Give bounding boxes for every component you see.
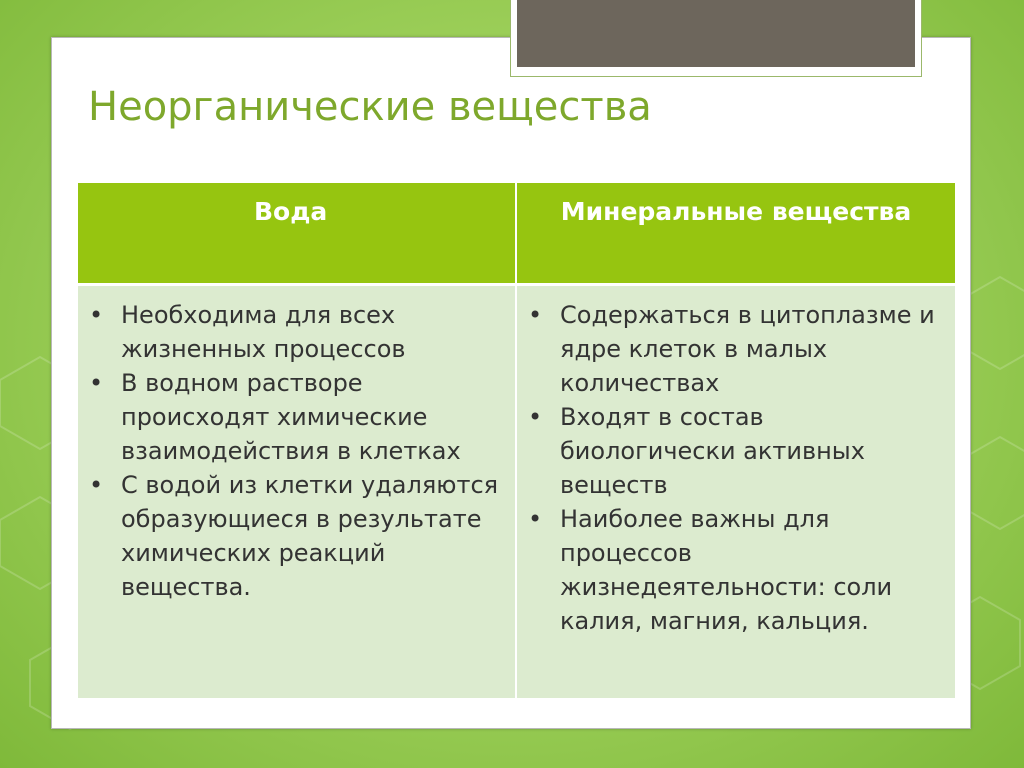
slide-title: Неорганические вещества bbox=[88, 84, 652, 130]
list-item: • Входят в состав биологически активных веществ bbox=[525, 400, 943, 502]
accent-box bbox=[517, 0, 915, 67]
list-item: • Наиболее важны для процессов жизнедеятельности: соли калия, магния, кальция. bbox=[525, 502, 943, 638]
water-bullet-list bbox=[86, 298, 503, 604]
cell-water bbox=[78, 284, 516, 698]
table-row bbox=[78, 284, 955, 698]
header-water: Вода bbox=[78, 183, 516, 284]
header-minerals: Минеральные вещества bbox=[516, 183, 955, 284]
table-header-row bbox=[78, 183, 955, 284]
comparison-table bbox=[78, 183, 955, 698]
minerals-bullet-list bbox=[525, 298, 943, 638]
list-item: • Необходима для всех жизненных процессов bbox=[86, 298, 503, 366]
cell-minerals bbox=[516, 284, 955, 698]
list-item: • Содержаться в цитоплазме и ядре клеток в малых количествах bbox=[525, 298, 943, 400]
list-item: • С водой из клетки удаляются образующиеся в результате химических реакций вещества. bbox=[86, 468, 503, 604]
list-item: • В водном растворе происходят химические взаимодействия в клетках bbox=[86, 366, 503, 468]
